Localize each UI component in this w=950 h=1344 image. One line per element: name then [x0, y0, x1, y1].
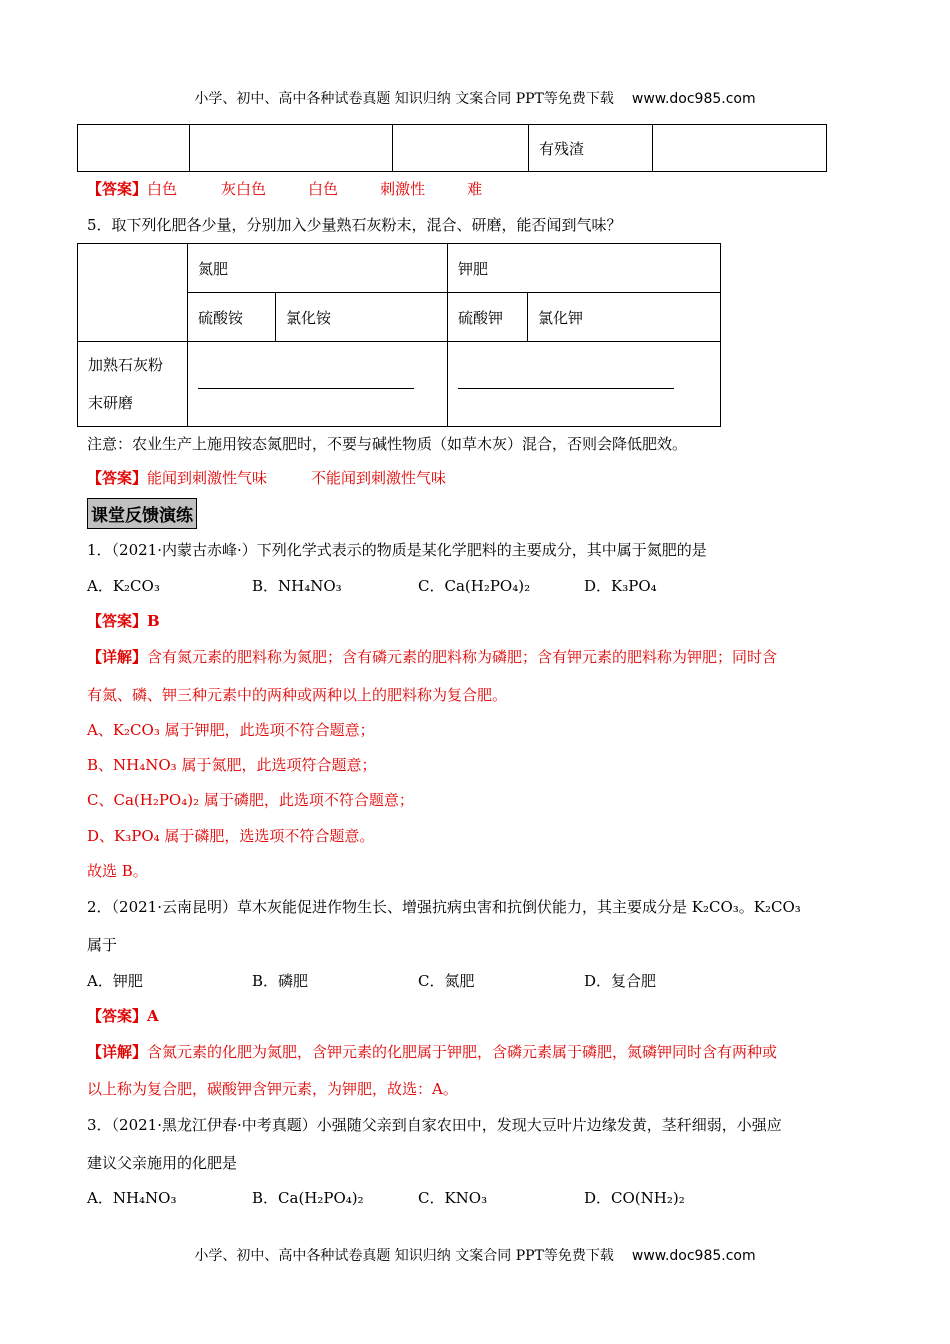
question-2-stem-line1: 2．（2021·云南昆明）草木灰能促进作物生长、增强抗病虫害和抗倒伏能力，其主要成分是 K₂CO₃。K₂CO₃	[87, 898, 801, 916]
answer-item: 白色	[308, 180, 339, 198]
header-url[interactable]: www.doc985.com	[631, 91, 756, 107]
answer-4	[87, 178, 482, 199]
question-3-stem-line1: 3．（2021·黑龙江伊春·中考真题）小强随父亲到自家农田中，发现大豆叶片边缘发黄，茎秆细弱，小强应	[87, 1116, 782, 1134]
table-cell	[190, 125, 393, 172]
detail-1-line1	[87, 646, 777, 667]
question-3-stem-line2: 建议父亲施用的化肥是	[87, 1154, 238, 1172]
sub-header: 氯化钾	[528, 293, 721, 342]
group-header-potassium: 钾肥	[448, 244, 721, 293]
option-d: D．CO(NH₂)₂	[584, 1189, 685, 1207]
footer-url[interactable]: www.doc985.com	[631, 1248, 756, 1264]
answer-item: 灰白色	[221, 180, 267, 198]
table-row	[78, 342, 721, 427]
group-header-nitrogen: 氮肥	[188, 244, 448, 293]
detail-1-a: A、K₂CO₃ 属于钾肥，此选项不符合题意；	[87, 721, 375, 739]
answer-5	[87, 467, 446, 488]
row-label-line: 加熟石灰粉	[88, 356, 164, 374]
option-a: A．K₂CO₃	[87, 577, 160, 595]
detail-1-line2: 有氮、磷、钾三种元素中的两种或两种以上的肥料称为复合肥。	[87, 686, 508, 704]
question-5-text: 5．取下列化肥各少量，分别加入少量熟石灰粉末，混合、研磨，能否闻到气味？	[87, 216, 622, 234]
answer-item: 难	[467, 180, 483, 198]
page-footer	[0, 1245, 950, 1265]
section-title: 课堂反馈演练	[87, 498, 197, 529]
footer-text: 小学、初中、高中各种试卷真题 知识归纳 文案合同 PPT等免费下载	[194, 1248, 614, 1264]
sub-header: 氯化铵	[276, 293, 448, 342]
option-b: B．NH₄NO₃	[252, 577, 342, 595]
detail-2-line2: 以上称为复合肥，碳酸钾含钾元素，为钾肥，故选：A。	[87, 1080, 458, 1098]
option-b: B．磷肥	[252, 972, 309, 990]
table-cell	[653, 125, 827, 172]
option-c: C．Ca(H₂PO₄)₂	[418, 577, 531, 595]
answer-2: 【答案】A	[87, 1007, 159, 1025]
table-cell	[78, 125, 190, 172]
conclusion-1: 故选 B。	[87, 862, 148, 880]
table-row	[78, 244, 721, 293]
note-text: 注意：农业生产上施用铵态氮肥时，不要与碱性物质（如草木灰）混合，否则会降低肥效。	[87, 435, 688, 453]
option-a: A．NH₄NO₃	[87, 1189, 177, 1207]
sub-header: 硫酸铵	[188, 293, 276, 342]
header-text: 小学、初中、高中各种试卷真题 知识归纳 文案合同 PPT等免费下载	[194, 91, 614, 107]
detail-tag: 【详解】	[87, 648, 148, 666]
answer-blank-nitrogen	[188, 342, 448, 427]
answer-blank-potassium	[448, 342, 721, 427]
answer-1: 【答案】B	[87, 612, 160, 630]
detail-1-c: C、Ca(H₂PO₄)₂ 属于磷肥，此选项不符合题意；	[87, 791, 414, 809]
table-row	[78, 125, 827, 172]
blank-line	[458, 387, 674, 389]
detail-text: 含氮元素的化肥为氮肥，含钾元素的化肥属于钾肥，含磷元素属于磷肥，氮磷钾同时含有两种或	[147, 1043, 778, 1061]
option-a: A．钾肥	[87, 972, 143, 990]
row-label-line: 末研磨	[88, 394, 134, 412]
answer-tag: 【答案】	[87, 469, 148, 487]
question-5-table	[77, 243, 721, 427]
answer-item: 能闻到刺激性气味	[147, 469, 268, 487]
detail-text: 含有氮元素的肥料称为氮肥；含有磷元素的肥料称为磷肥；含有钾元素的肥料称为钾肥；同时含	[147, 648, 778, 666]
option-d: D．复合肥	[584, 972, 657, 990]
top-table	[77, 124, 827, 172]
option-c: C．KNO₃	[418, 1189, 488, 1207]
table-cell: 有残渣	[529, 125, 653, 172]
question-1-stem: 1．（2021·内蒙古赤峰·）下列化学式表示的物质是某化学肥料的主要成分，其中属于氮肥的是	[87, 541, 707, 559]
detail-tag: 【详解】	[87, 1043, 148, 1061]
question-2-stem-line2: 属于	[87, 936, 118, 954]
row-label	[78, 342, 188, 427]
detail-1-b: B、NH₄NO₃ 属于氮肥，此选项符合题意；	[87, 756, 377, 774]
answer-item: 白色	[147, 180, 178, 198]
answer-tag: 【答案】	[87, 180, 148, 198]
answer-item: 刺激性	[380, 180, 426, 198]
detail-2-line1	[87, 1041, 777, 1062]
blank-line	[198, 387, 414, 389]
detail-1-d: D、K₃PO₄ 属于磷肥，选选项不符合题意。	[87, 827, 375, 845]
table-cell	[393, 125, 529, 172]
option-b: B．Ca(H₂PO₄)₂	[252, 1189, 364, 1207]
option-c: C．氮肥	[418, 972, 475, 990]
table-cell	[78, 244, 188, 342]
page-header	[0, 88, 950, 108]
sub-header: 硫酸钾	[448, 293, 528, 342]
option-d: D．K₃PO₄	[584, 577, 657, 595]
answer-item: 不能闻到刺激性气味	[311, 469, 447, 487]
